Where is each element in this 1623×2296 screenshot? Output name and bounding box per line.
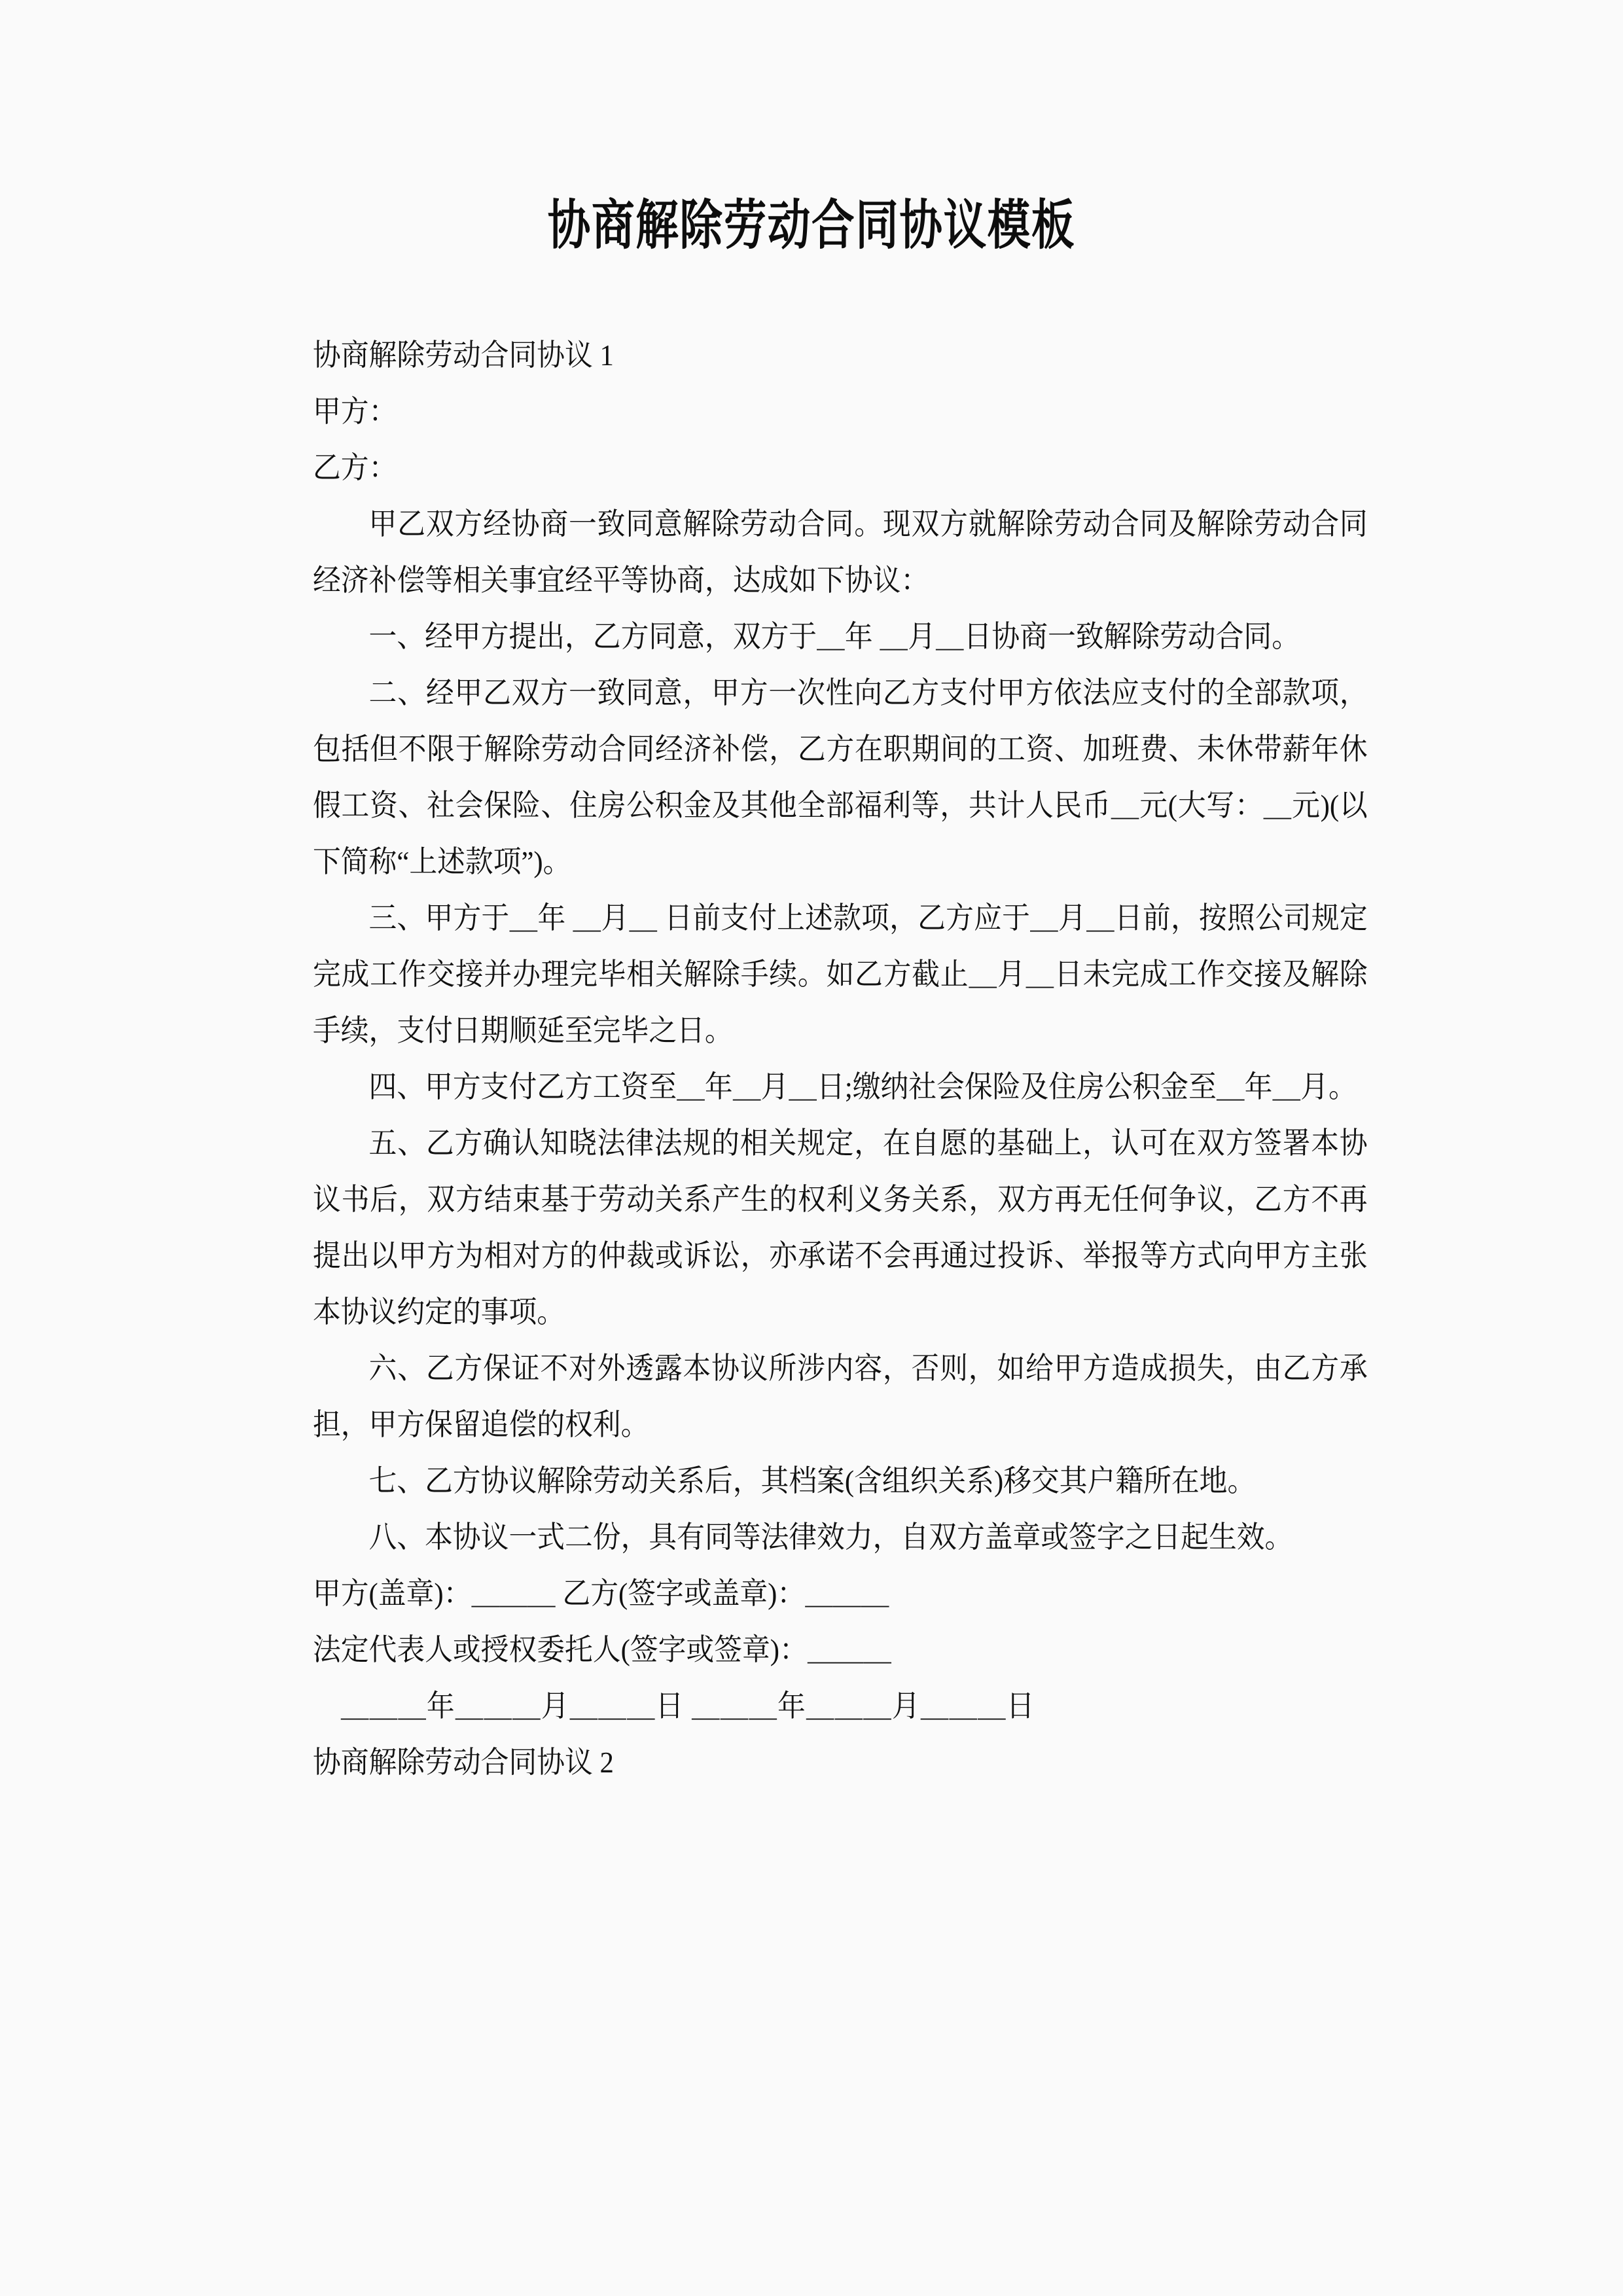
clause-6: 六、乙方保证不对外透露本协议所涉内容，否则，如给甲方造成损失，由乙方承担，甲方保留追偿的权利。	[313, 1352, 1368, 1441]
party-a-label: 甲方：	[313, 395, 397, 428]
clause-4: 四、甲方支付乙方工资至＿年＿月＿日;缴纳社会保险及住房公积金至＿年＿月。	[368, 1070, 1357, 1103]
section-heading-1: 协商解除劳动合同协议 1	[313, 338, 614, 372]
preamble-paragraph: 甲乙双方经协商一致同意解除劳动合同。现双方就解除劳动合同及解除劳动合同经济补偿等相关事宜经平等协商，达成如下协议：	[313, 507, 1368, 597]
clause-5: 五、乙方确认知晓法律法规的相关规定，在自愿的基础上，认可在双方签署本协议书后，双方结束基于劳动关系产生的权利义务关系，双方再无任何争议，乙方不再提出以甲方为相对方的仲裁或诉讼，亦承诺不会再通过投诉、举报等方式向甲方主张本协议约定的事项。	[313, 1126, 1368, 1329]
clause-8: 八、本协议一式二份，具有同等法律效力，自双方盖章或签字之日起生效。	[368, 1520, 1293, 1554]
clause-2: 二、经甲乙双方一致同意，甲方一次性向乙方支付甲方依法应支付的全部款项，包括但不限于解除劳动合同经济补偿，乙方在职期间的工资、加班费、未休带薪年休假工资、社会保险、住房公积金及其他全部福利等，共计人民币＿元(大写：＿元)(以下简称“上述款项”)。	[313, 676, 1368, 878]
section-heading-2: 协商解除劳动合同协议 2	[313, 1746, 614, 1779]
signature-parties-line: 甲方(盖章)：＿＿＿ 乙方(签字或盖章)：＿＿＿	[313, 1577, 889, 1610]
party-b-label: 乙方：	[313, 451, 397, 484]
clause-3: 三、甲方于＿年 ＿月＿ 日前支付上述款项，乙方应于＿月＿日前，按照公司规定完成工作交接并办理完毕相关解除手续。如乙方截止＿月＿日未完成工作交接及解除手续，支付日期顺延至完毕之日。	[313, 901, 1368, 1047]
document-body	[313, 327, 1368, 1791]
page-title: 协商解除劳动合同协议模板	[547, 196, 1076, 255]
signature-representative-line: 法定代表人或授权委托人(签字或签章)：＿＿＿	[313, 1633, 892, 1666]
clause-7: 七、乙方协议解除劳动关系后，其档案(含组织关系)移交其户籍所在地。	[368, 1464, 1256, 1498]
signature-date-line: ＿＿＿年＿＿＿月＿＿＿日 ＿＿＿年＿＿＿月＿＿＿日	[340, 1689, 1035, 1723]
clause-1: 一、经甲方提出，乙方同意，双方于＿年 ＿月＿日协商一致解除劳动合同。	[368, 620, 1300, 653]
